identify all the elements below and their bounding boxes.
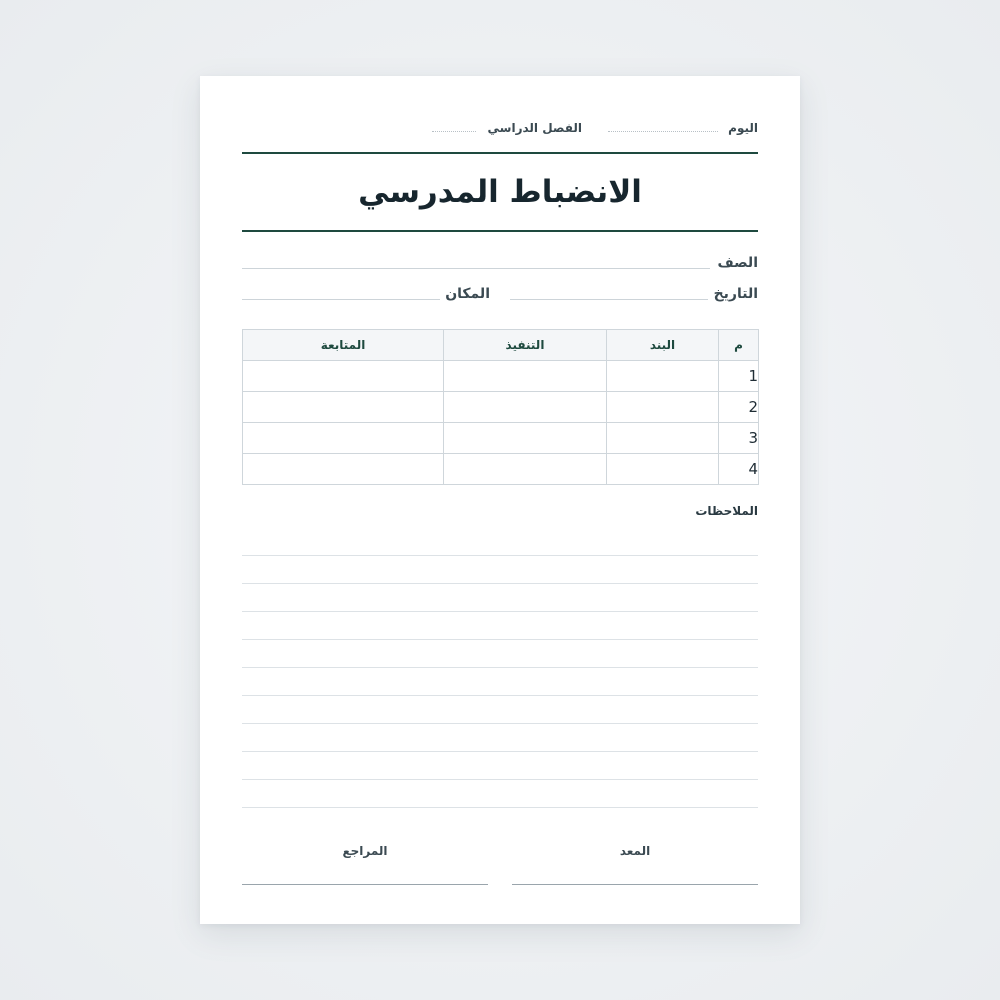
date-label: التاريخ	[713, 286, 758, 302]
reviewer-label: المراجع	[342, 844, 388, 858]
day-field-line[interactable]	[608, 131, 718, 132]
note-line[interactable]	[242, 667, 758, 668]
col-header-followup: المتابعة	[243, 330, 444, 361]
execution-cell[interactable]	[444, 361, 607, 392]
class-field-line[interactable]	[242, 268, 710, 269]
note-line[interactable]	[242, 779, 758, 780]
note-line[interactable]	[242, 555, 758, 556]
note-line[interactable]	[242, 695, 758, 696]
place-field-line[interactable]	[242, 299, 440, 300]
date-field-line[interactable]	[510, 299, 708, 300]
preparer-label: المعد	[619, 844, 651, 858]
semester-label: الفصل الدراسي	[487, 121, 582, 135]
item-cell[interactable]	[607, 423, 719, 454]
note-line[interactable]	[242, 807, 758, 808]
title-bottom-rule	[242, 230, 758, 232]
followup-cell[interactable]	[243, 423, 444, 454]
note-line[interactable]	[242, 611, 758, 612]
table-header-row	[243, 330, 759, 361]
row-number: 1	[719, 361, 759, 392]
day-label: اليوم	[728, 121, 758, 135]
page-title: الانضباط المدرسي	[358, 174, 642, 210]
reviewer-signature-line[interactable]	[242, 884, 488, 885]
note-line[interactable]	[242, 583, 758, 584]
place-label: المكان	[445, 286, 490, 302]
table-row	[243, 454, 759, 485]
followup-cell[interactable]	[243, 454, 444, 485]
col-header-number: م	[719, 330, 759, 361]
row-number: 3	[719, 423, 759, 454]
execution-cell[interactable]	[444, 454, 607, 485]
table-row	[243, 423, 759, 454]
followup-cell[interactable]	[243, 392, 444, 423]
note-line[interactable]	[242, 751, 758, 752]
row-number: 4	[719, 454, 759, 485]
notes-label: الملاحظات	[695, 504, 758, 518]
class-label: الصف	[717, 255, 758, 271]
note-line[interactable]	[242, 723, 758, 724]
execution-cell[interactable]	[444, 423, 607, 454]
followup-cell[interactable]	[243, 361, 444, 392]
execution-cell[interactable]	[444, 392, 607, 423]
form-page	[200, 76, 800, 924]
item-cell[interactable]	[607, 392, 719, 423]
col-header-item: البند	[607, 330, 719, 361]
item-cell[interactable]	[607, 454, 719, 485]
table-row	[243, 361, 759, 392]
col-header-execution: التنفيذ	[444, 330, 607, 361]
item-cell[interactable]	[607, 361, 719, 392]
items-table	[242, 329, 759, 485]
preparer-signature-line[interactable]	[512, 884, 758, 885]
title-top-rule	[242, 152, 758, 154]
semester-field-line[interactable]	[432, 131, 476, 132]
row-number: 2	[719, 392, 759, 423]
note-line[interactable]	[242, 639, 758, 640]
table-row	[243, 392, 759, 423]
